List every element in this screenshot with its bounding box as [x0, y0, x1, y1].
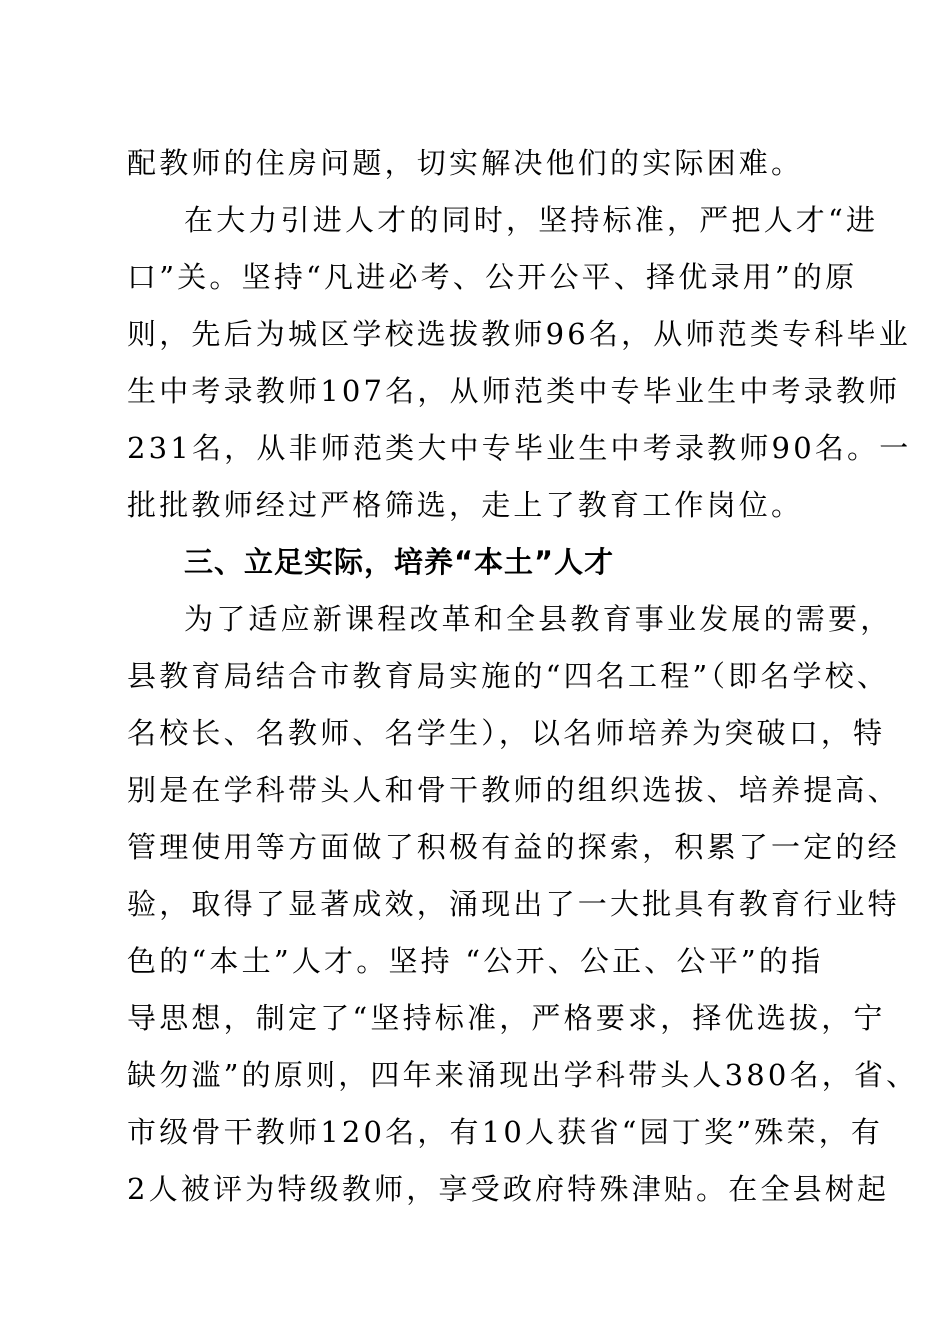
paragraph-line: 别是在学科带头人和骨干教师的组织选拔、培养提高、 [127, 773, 900, 807]
paragraph-line: 在大力引进人才的同时，坚持标准，严把人才“进 [184, 203, 879, 237]
paragraph-line: 231名，从非师范类大中专毕业生中考录教师90名。一 [127, 431, 912, 465]
paragraph-line: 缺勿滥”的原则，四年来涌现出学科带头人380名，省、 [127, 1058, 919, 1092]
paragraph-line: 则，先后为城区学校选拔教师96名，从师范类专科毕业 [127, 317, 911, 351]
paragraph-line: 名校长、名教师、名学生），以名师培养为突破口，特 [127, 716, 886, 750]
paragraph-line: 配教师的住房问题，切实解决他们的实际困难。 [127, 146, 804, 180]
paragraph-line: 市级骨干教师120名，有10人获省“园丁奖”殊荣，有 [127, 1115, 884, 1149]
paragraph-line: 生中考录教师107名，从师范类中专毕业生中考录教师 [127, 374, 901, 408]
paragraph-line: 为了适应新课程改革和全县教育事业发展的需要， [184, 602, 893, 636]
paragraph-line: 县教育局结合市教育局实施的“四名工程”（即名学校、 [127, 659, 890, 693]
paragraph-line: 导思想，制定了“坚持标准，严格要求，择优选拔，宁 [127, 1001, 886, 1035]
paragraph-line: 批批教师经过严格筛选，走上了教育工作岗位。 [127, 488, 804, 522]
paragraph-line: 验，取得了显著成效，涌现出了一大批具有教育行业特 [127, 887, 900, 921]
paragraph-line: 管理使用等方面做了积极有益的探索，积累了一定的经 [127, 830, 900, 864]
paragraph-line: 色的“本土”人才。坚持 “公开、公正、公平”的指 [127, 944, 824, 978]
paragraph-line: 2人被评为特级教师，享受政府特殊津贴。在全县树起 [127, 1172, 890, 1206]
paragraph-line: 口”关。坚持“凡进必考、公开公平、择优录用”的原 [127, 260, 858, 294]
section-heading: 三、立足实际，培养“本土”人才 [184, 545, 615, 579]
